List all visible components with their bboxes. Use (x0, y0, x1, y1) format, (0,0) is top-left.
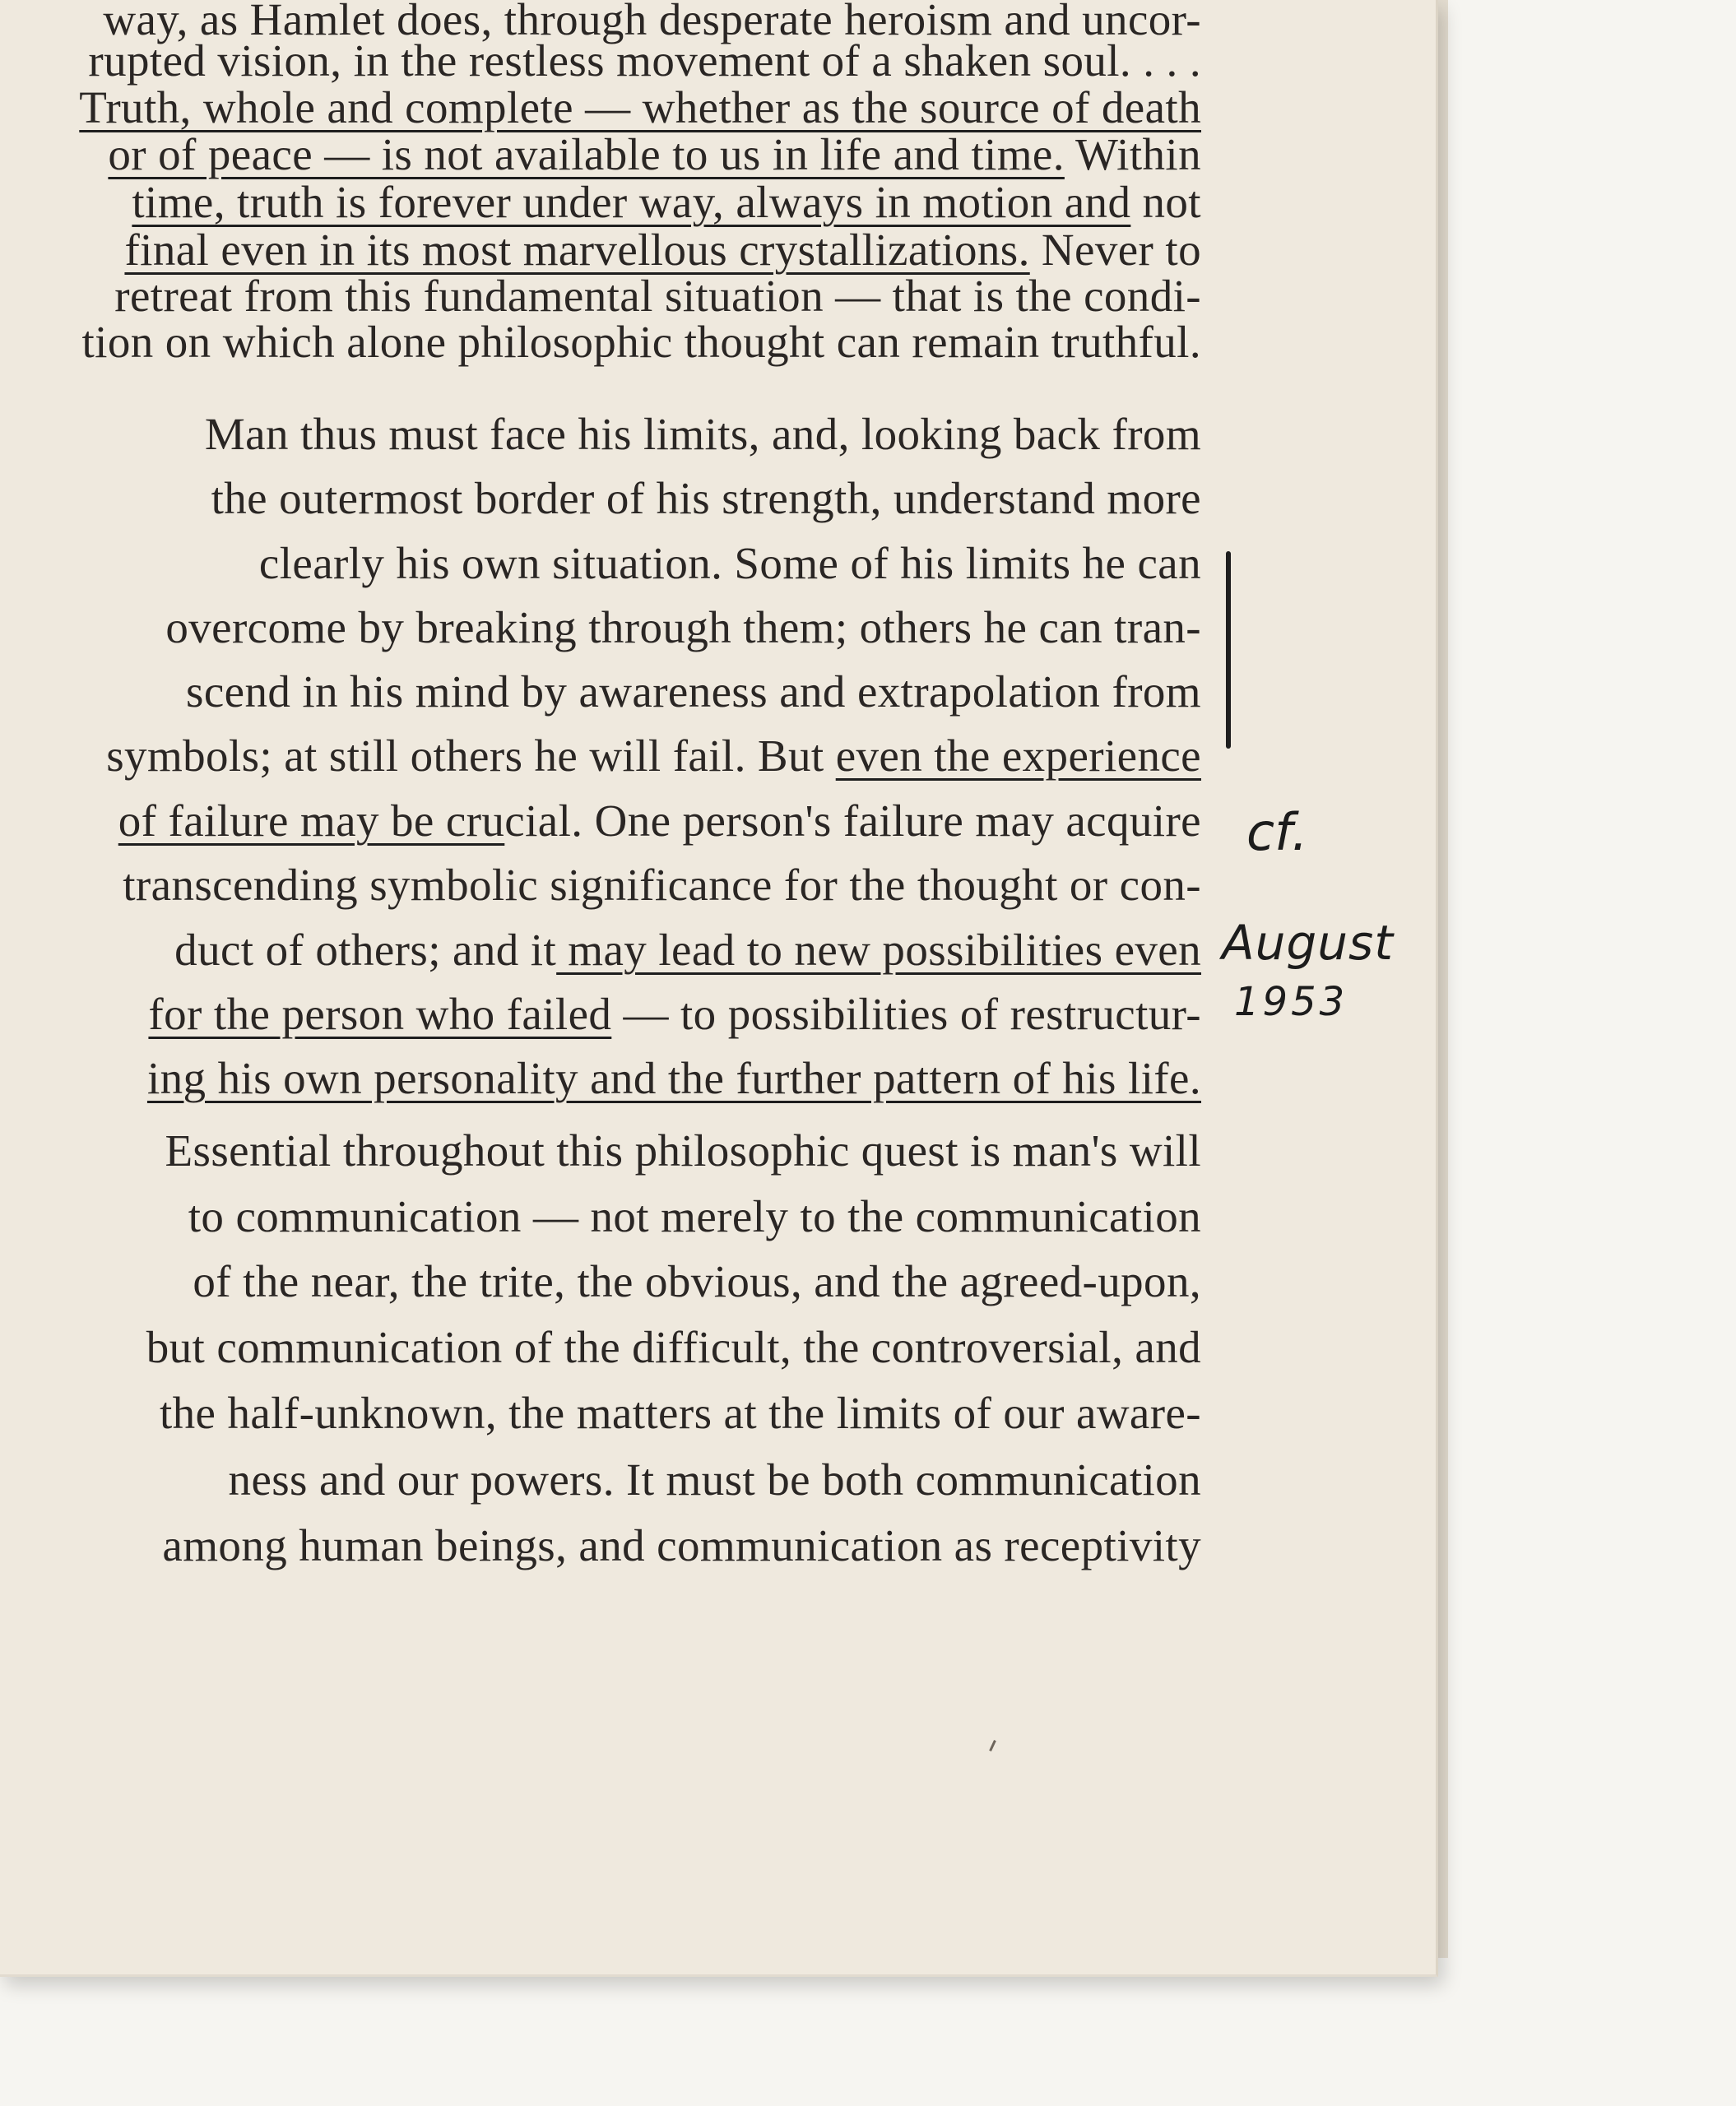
text-line: time, truth is forever under way, always in motion and not (132, 177, 1201, 227)
text-line: to communication — not merely to the communication (188, 1191, 1201, 1241)
margin-bracket (1226, 551, 1231, 749)
text-line: clearly his own situation. Some of his limits he can (258, 538, 1201, 588)
margin-note-cf: cf. (1246, 802, 1308, 862)
text-line: duct of others; and it may lead to new possibilities even (174, 925, 1201, 975)
text-line: the half-unknown, the matters at the limits of our aware- (159, 1388, 1201, 1438)
text-line: symbols; at still others he will fail. But even the experience (106, 731, 1201, 781)
text-line: tion on which alone philosophic thought can remain truthful. (81, 317, 1201, 367)
text-line: of failure may be crucial. One person's failure may acquire (118, 796, 1201, 846)
text-line: final even in its most marvellous crystallizations. Never to (124, 225, 1201, 275)
paper-speck (989, 1740, 996, 1751)
text-line: Truth, whole and complete — whether as the source of death (79, 82, 1201, 132)
text-line: Man thus must face his limits, and, looking back from (204, 409, 1201, 459)
text-line: ness and our powers. It must be both communication (228, 1454, 1201, 1505)
text-line: retreat from this fundamental situation — that is the condi- (114, 271, 1201, 321)
text-line: rupted vision, in the restless movement of a shaken soul. . . . (88, 35, 1201, 86)
text-line: of the near, the trite, the obvious, and the agreed-upon, (193, 1256, 1201, 1306)
text-line: transcending symbolic significance for the thought or con- (123, 860, 1201, 910)
margin-note-year: 1953 (1234, 979, 1348, 1025)
text-line: overcome by breaking through them; others he can tran- (165, 602, 1201, 652)
text-line: ing his own personality and the further pattern of his life. (146, 1053, 1201, 1103)
margin-note-month: August (1222, 915, 1394, 971)
text-line: the outermost border of his strength, understand more (211, 473, 1201, 523)
text-line: way, as Hamlet does, through desperate heroism and uncor- (103, 0, 1201, 44)
text-line: for the person who failed — to possibilities of restructur- (148, 989, 1201, 1039)
text-line: or of peace — is not available to us in life and time. Within (108, 129, 1201, 179)
text-line: among human beings, and communication as receptivity (162, 1520, 1201, 1570)
text-line: Essential throughout this philosophic quest is man's will (165, 1125, 1201, 1176)
text-line: but communication of the difficult, the controversial, and (146, 1322, 1201, 1372)
text-line: scend in his mind by awareness and extrapolation from (186, 666, 1201, 717)
